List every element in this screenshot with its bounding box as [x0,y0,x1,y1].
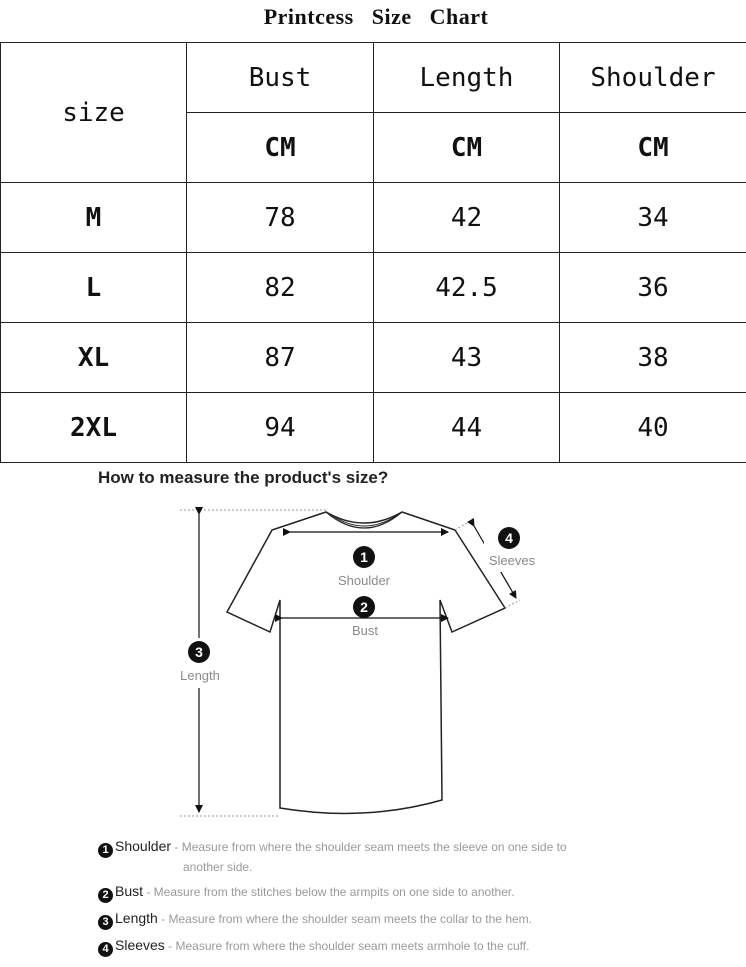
shoulder-label: Shoulder [337,573,391,588]
legend-item-shoulder [98,838,567,874]
legend-number: 2 [98,888,113,903]
length-cell: 43 [374,323,560,393]
shoulder-cell: 40 [560,393,746,463]
length-cell: 44 [374,393,560,463]
table-row [1,183,746,253]
bust-cell: 78 [187,183,374,253]
size-cell: L [1,253,187,323]
column-header-shoulder: Shoulder [560,43,746,113]
table-row [1,393,746,463]
legend-number: 1 [98,843,113,858]
legend-name: Bust [115,883,144,899]
bust-cell: 94 [187,393,374,463]
unit-length: CM [374,113,560,183]
size-header: size [1,43,187,183]
column-header-length: Length [374,43,560,113]
page-title: Printcess Size Chart [263,4,489,29]
unit-bust: CM [187,113,374,183]
legend-description: - Measure from where the shoulder seam meets armhole to the cuff. [164,939,530,953]
legend-name: Sleeves [115,937,165,953]
legend-item-sleeves [98,937,529,957]
shoulder-cell: 34 [560,183,746,253]
bust-cell: 87 [187,323,374,393]
size-cell: 2XL [1,393,187,463]
bust-cell: 82 [187,253,374,323]
column-header-bust: Bust [187,43,374,113]
legend-number: 3 [98,915,113,930]
table-row [1,323,746,393]
legend-description-cont: another side. [183,860,253,874]
marker-number: 1 [360,549,368,565]
size-chart-table [0,42,746,463]
legend-description: - Measure from the stitches below the armpits on one side to another. [143,885,515,899]
length-label: Length [180,668,220,683]
marker-number: 2 [360,599,368,615]
tshirt-measurement-diagram [0,500,746,830]
shoulder-cell: 36 [560,253,746,323]
length-cell: 42 [374,183,560,253]
table-row [1,253,746,323]
legend-description: - Measure from where the shoulder seam meets the sleeve on one side to [171,840,567,854]
legend-description: - Measure from where the shoulder seam meets the collar to the hem. [157,912,532,926]
size-cell: M [1,183,187,253]
legend-number: 4 [98,942,113,957]
bust-label: Bust [351,623,379,638]
legend-item-length [98,910,532,930]
how-to-measure-heading: How to measure the product's size? [98,468,389,487]
shoulder-cell: 38 [560,323,746,393]
sleeves-label: Sleeves [488,553,536,568]
marker-number: 3 [195,644,203,660]
legend-name: Shoulder [115,838,172,854]
marker-number: 4 [505,530,513,546]
length-cell: 42.5 [374,253,560,323]
size-cell: XL [1,323,187,393]
legend-name: Length [115,910,158,926]
unit-shoulder: CM [560,113,746,183]
legend-item-bust [98,883,515,903]
